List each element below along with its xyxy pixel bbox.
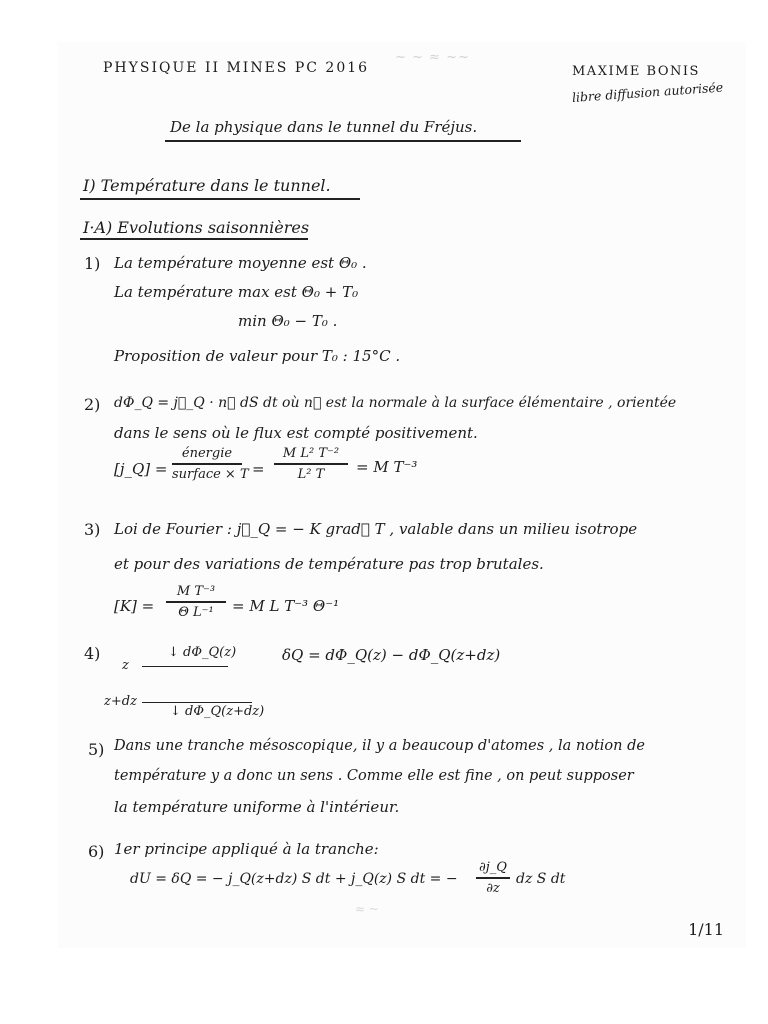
q3-dim-rhs: = M L T⁻³ Θ⁻¹	[232, 597, 340, 615]
section-heading-1-underline	[80, 198, 360, 200]
title-underline	[165, 140, 521, 142]
q3-fraction	[166, 584, 226, 620]
q1-line3: min Θ₀ − T₀ .	[238, 312, 338, 330]
page-number: 1/11	[688, 920, 724, 939]
q3-number: 3)	[84, 520, 101, 539]
q4-label-zdz: z+dz	[104, 694, 137, 709]
header-author: MAXIME BONIS	[572, 64, 700, 79]
bleed-through-marks-bottom: ≈ ~	[355, 902, 379, 916]
q6-line1: 1er principe appliqué à la tranche:	[114, 840, 379, 858]
q4-slice-top-line	[142, 666, 228, 667]
q3-dim-lhs: [K] =	[114, 597, 155, 615]
q3-line1: Loi de Fourier : j⃗_Q = − K grad⃗ T , valable dans un milieu isotrope	[114, 520, 638, 538]
q2-f2-numerator: M L² T⁻²	[282, 446, 340, 461]
q4-flux-top: ↓ dΦ_Q(z)	[168, 645, 237, 660]
q3-numerator: M T⁻³	[176, 584, 216, 599]
fraction-bar	[476, 877, 510, 879]
section-heading-2: I·A) Evolutions saisonnières	[83, 218, 310, 237]
q6-fraction	[476, 860, 510, 896]
header-license: libre diffusion autorisée	[571, 79, 724, 105]
q2-number: 2)	[84, 395, 101, 414]
q1-line2: La température max est Θ₀ + T₀	[114, 283, 359, 301]
q2-f1-numerator: énergie	[181, 446, 233, 461]
fraction-bar	[166, 601, 226, 603]
q1-line1: La température moyenne est Θ₀ .	[114, 254, 367, 272]
q4-label-z: z	[122, 658, 129, 673]
q2-fraction-1	[172, 446, 249, 482]
header-course: PHYSIQUE II MINES PC 2016	[103, 60, 370, 76]
section-heading-2-underline	[80, 238, 308, 240]
q3-line2: et pour des variations de température pas trop brutales.	[114, 555, 544, 573]
q4-flux-bottom: ↓ dΦ_Q(z+dz)	[170, 704, 265, 719]
q6-number: 6)	[88, 842, 105, 861]
q5-line2: température y a donc un sens . Comme elle est fine , on peut supposer	[114, 768, 634, 784]
fraction-bar	[172, 463, 242, 465]
q2-dim-rhs: = M T⁻³	[356, 458, 418, 476]
q5-number: 5)	[88, 740, 105, 759]
q2-line2: dans le sens où le flux est compté positivement.	[114, 424, 478, 442]
q2-line1: dΦ_Q = j⃗_Q · n⃗ dS dt où n⃗ est la normale à la surface élémentaire , orientée	[114, 395, 677, 411]
q4-number: 4)	[84, 644, 101, 663]
q1-number: 1)	[84, 254, 101, 273]
q2-dim-lhs: [j_Q] =	[114, 460, 168, 478]
q4-heat-balance: δQ = dΦ_Q(z) − dΦ_Q(z+dz)	[282, 646, 501, 664]
bleed-through-marks: ~ ~ ≈ ~~	[395, 50, 470, 65]
section-heading-1: I) Température dans le tunnel.	[83, 176, 331, 195]
q1-line4: Proposition de valeur pour T₀ : 15°C .	[114, 347, 401, 365]
q2-fraction-2	[274, 446, 348, 482]
q5-line3: la température uniforme à l'intérieur.	[114, 798, 400, 816]
q6-numerator: ∂j_Q	[479, 860, 507, 875]
q2-equals: =	[252, 460, 265, 478]
fraction-bar	[274, 463, 348, 465]
q3-denominator: Θ L⁻¹	[178, 604, 214, 620]
q2-f1-denominator: surface × T	[172, 466, 249, 482]
q5-line1: Dans une tranche mésoscopique, il y a beaucoup d'atomes , la notion de	[114, 738, 645, 754]
q6-balance-lhs: dU = δQ = − j_Q(z+dz) S dt + j_Q(z) S dt = −	[130, 871, 458, 887]
q2-f2-denominator: L² T	[297, 466, 325, 482]
document-title: De la physique dans le tunnel du Fréjus.	[170, 118, 478, 136]
q6-balance-rhs: dz S dt	[516, 871, 566, 887]
q6-denominator: ∂z	[486, 880, 500, 896]
